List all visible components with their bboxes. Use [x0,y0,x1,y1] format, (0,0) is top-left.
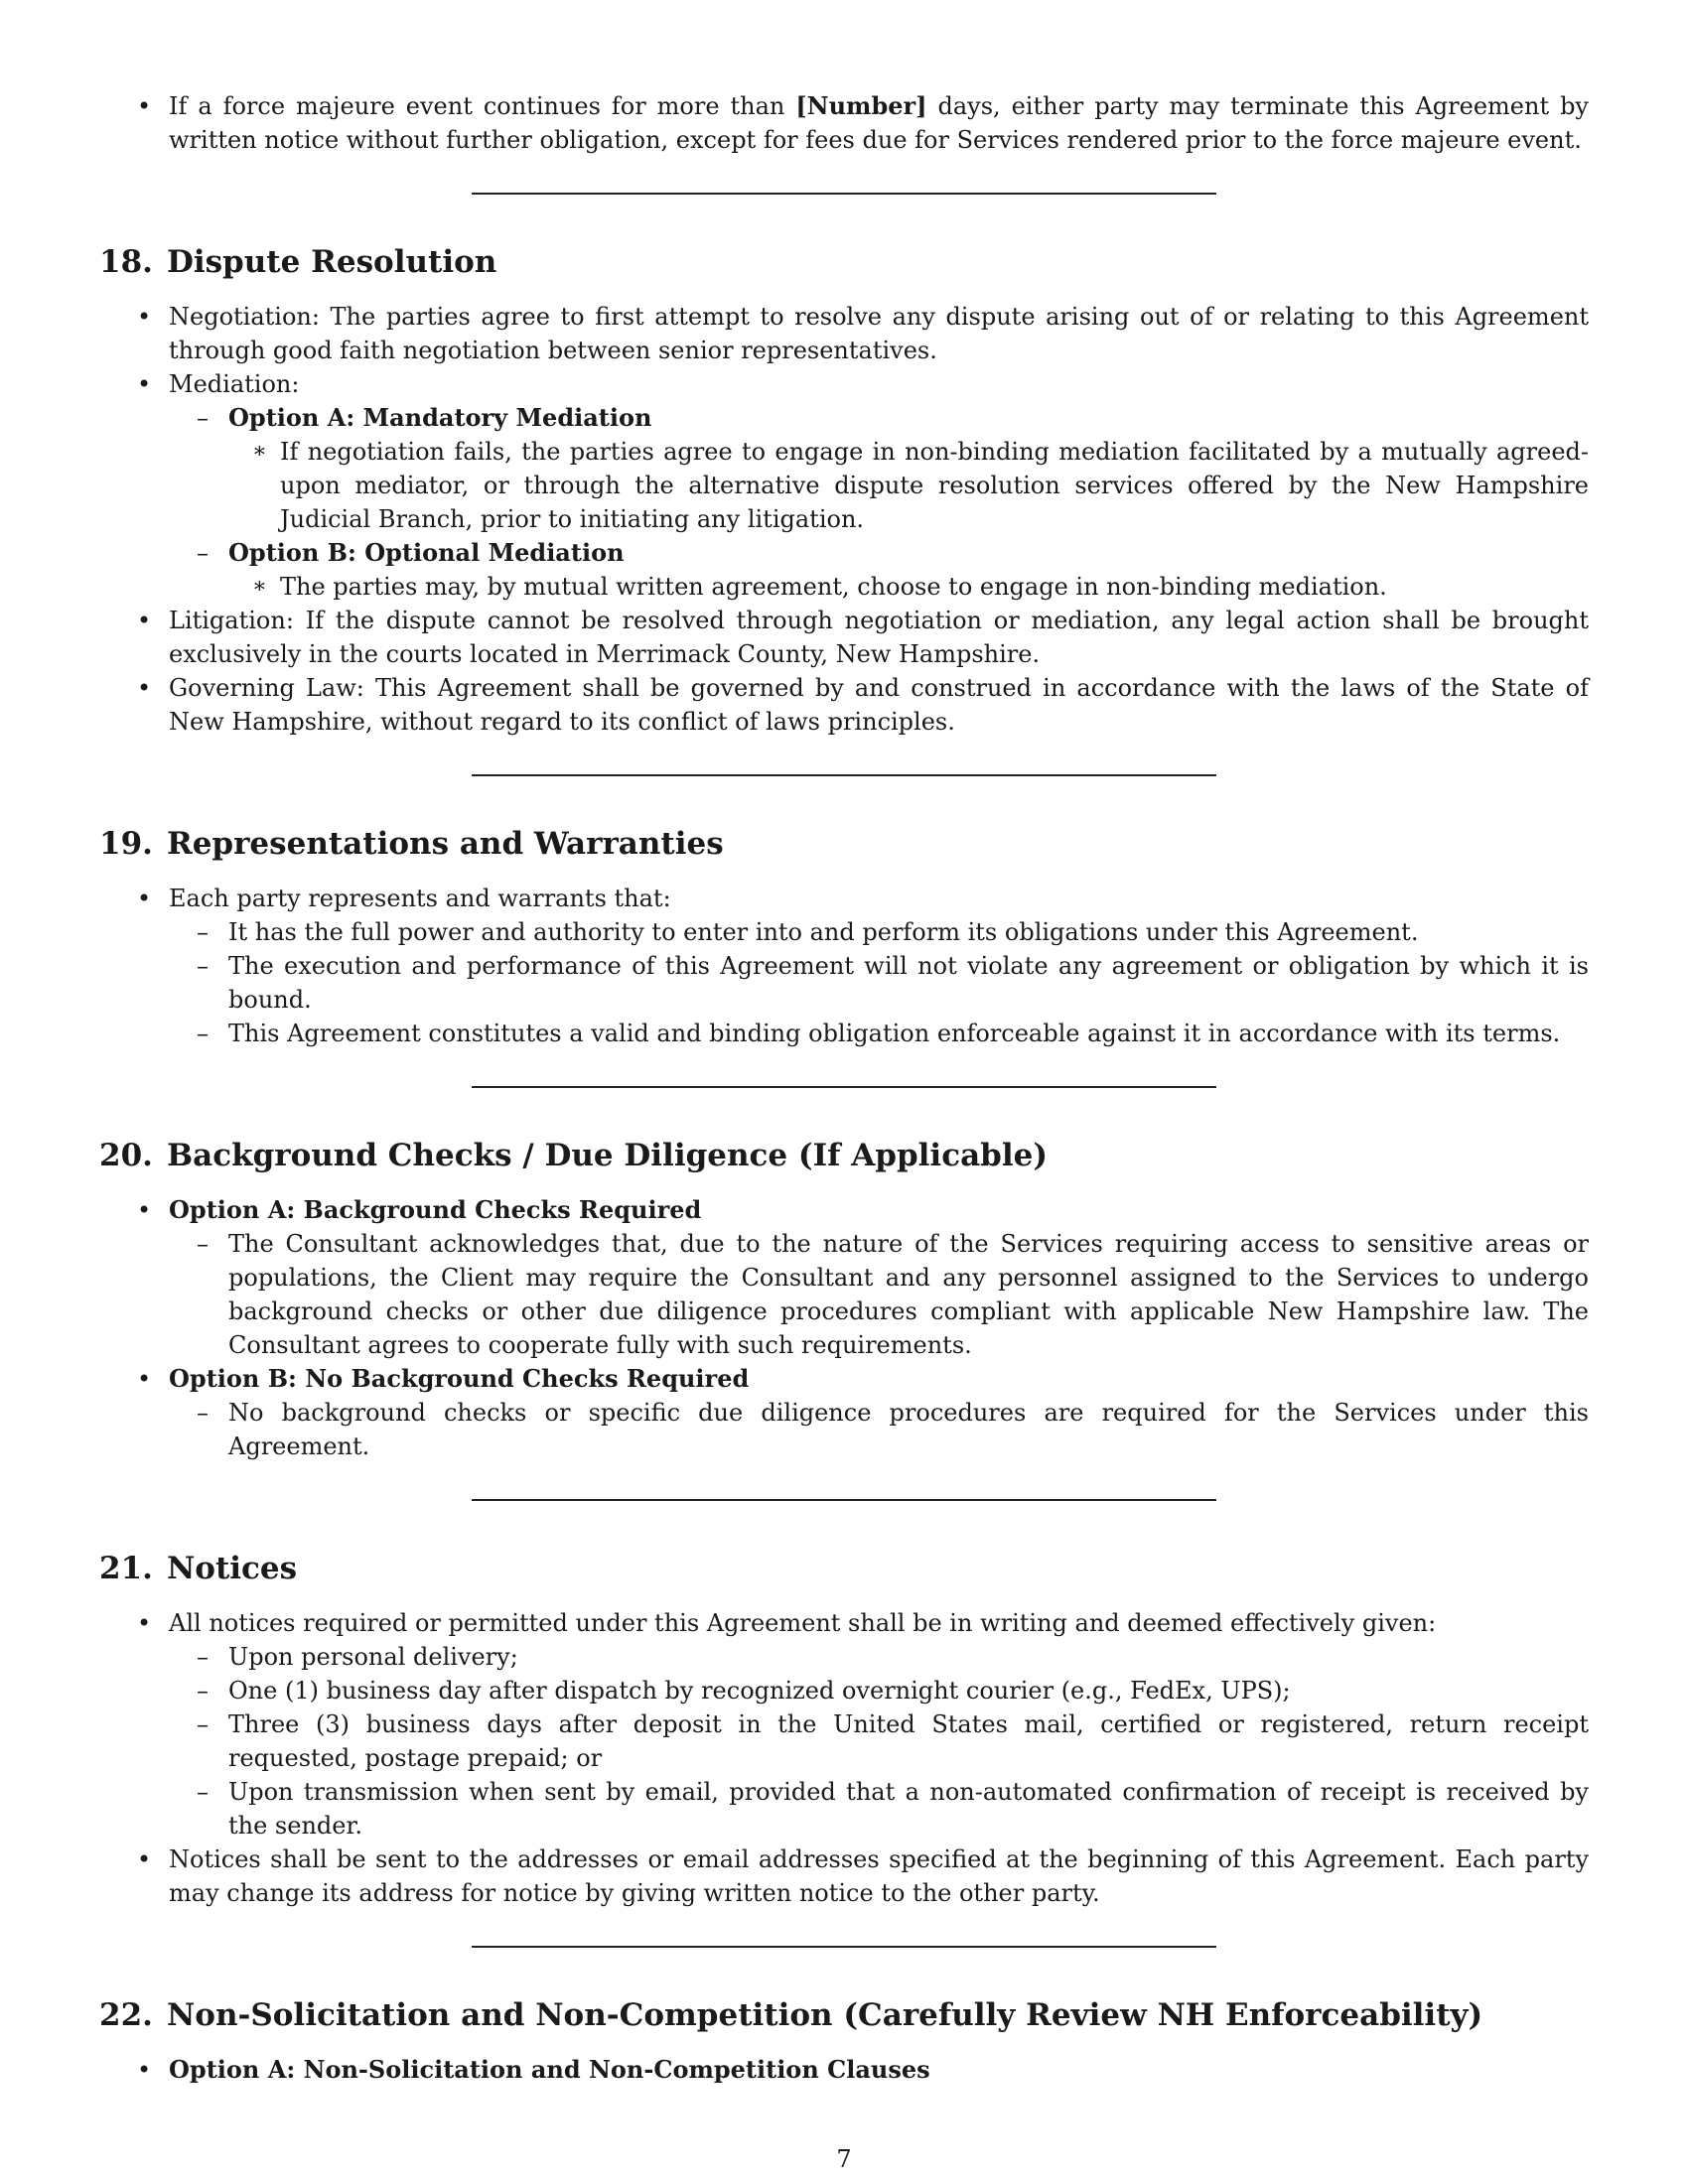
list-item: • If a force majeure event continues for more than [Number] days, either party may terminate this Agreement by written notice without further obligation, except for fees due for Services rendered prior to the force majeure event. [99,89,1589,157]
notices-list [99,1606,1589,1910]
page-number: 7 [836,2145,852,2173]
document-page [99,89,1589,2087]
list-item: • Option B: No Background Checks Required – No background checks or specific due diligence procedures are required for the Services under this Agreement. [99,1362,1589,1463]
list-item: • Notices shall be sent to the addresses or email addresses specified at the beginning of this Agreement. Each party may change its address for notice by giving written notice to the other party. [99,1843,1589,1910]
list-item: • All notices required or permitted under this Agreement shall be in writing and deemed effectively given: – Upon personal delivery; – One (1) business day after dispatch by recognized overnight courier (e.g., FedEx, UPS); – Three (3) business days after deposit in the United States mail, certified or registered, return receipt requested, postage prepaid; or – Upon transmission when sent by email, provided that a non-automated confirmation of receipt is received by the sender. [99,1606,1589,1843]
list-item: • Each party represents and warrants that: – It has the full power and authority to enter into and perform its obligations under this Agreement. – The execution and performance of this Agreement will not violate any agreement or obligation by which it is bound. – This Agreement constitutes a valid and binding obligation enforceable against it in accordance with its terms. [99,882,1589,1050]
section-divider [472,774,1216,776]
list-item: • Negotiation: The parties agree to first attempt to resolve any dispute arising out of or relating to this Agreement through good faith negotiation between senior representatives. [99,300,1589,367]
list-item: • Option A: Non-Solicitation and Non-Competition Clauses [99,2053,1589,2087]
list-item: • Mediation: – Option A: Mandatory Mediation ∗ If negotiation fails, the parties agree to engage in non-binding mediation facilitated by a mutually agreed-upon mediator, or through the alternative dispute resolution services offered by the New Hampshire Judicial Branch, prior to initiating any litigation. – Option B: Optional Mediation ∗ The parties may, by mutual written agreement, choose to engage in non-binding mediation. [99,367,1589,604]
section-heading-22: 22. Non-Solicitation and Non-Competition (Carefully Review NH Enforceability) [99,1997,1483,2033]
dispute-resolution-list [99,300,1589,739]
list-item: ∗ The parties may, by mutual written agreement, choose to engage in non-binding mediation. [228,570,1589,604]
section-divider [472,1086,1216,1088]
section-divider [472,1499,1216,1501]
section-heading-19: 19. Representations and Warranties [99,826,724,862]
list-item: – One (1) business day after dispatch by recognized overnight courier (e.g., FedEx, UPS); [169,1674,1589,1707]
list-item: ∗ If negotiation fails, the parties agree to engage in non-binding mediation facilitated by a mutually agreed-upon mediator, or through the alternative dispute resolution services offered by the New Hampshire Judicial Branch, prior to initiating any litigation. [228,435,1589,536]
list-item: • Litigation: If the dispute cannot be resolved through negotiation or mediation, any legal action shall be brought exclusively in the courts located in Merrimack County, New Hampshire. [99,604,1589,671]
section-heading-20: 20. Background Checks / Due Diligence (If Applicable) [99,1138,1048,1173]
force-majeure-list [99,89,1589,157]
section-heading-18: 18. Dispute Resolution [99,244,497,280]
mediation-options [169,401,1589,604]
section-divider [472,1946,1216,1948]
list-item: – It has the full power and authority to enter into and perform its obligations under this Agreement. [169,915,1589,949]
warranties-list [99,882,1589,1050]
list-item: – The Consultant acknowledges that, due to the nature of the Services requiring access to sensitive areas or populations, the Client may require the Consultant and any personnel assigned to the Services to undergo background checks or other due diligence procedures compliant with applicable New Hampshire law. The Consultant agrees to cooperate fully with such requirements. [169,1227,1589,1362]
section-divider [472,193,1216,195]
list-item: – Upon personal delivery; [169,1640,1589,1674]
list-item: – This Agreement constitutes a valid and binding obligation enforceable against it in accordance with its terms. [169,1017,1589,1050]
list-item: • Option A: Background Checks Required – The Consultant acknowledges that, due to the nature of the Services requiring access to sensitive areas or populations, the Client may require the Consultant and any personnel assigned to the Services to undergo background checks or other due diligence procedures compliant with applicable New Hampshire law. The Consultant agrees to cooperate fully with such requirements. [99,1193,1589,1362]
number-placeholder: [Number] [795,91,927,120]
non-solicitation-list [99,2053,1589,2087]
list-item: – The execution and performance of this Agreement will not violate any agreement or obligation by which it is bound. [169,949,1589,1017]
list-item: • Governing Law: This Agreement shall be governed by and construed in accordance with the laws of the State of New Hampshire, without regard to its conflict of laws principles. [99,671,1589,739]
list-item: – No background checks or specific due diligence procedures are required for the Services under this Agreement. [169,1396,1589,1463]
list-item: – Upon transmission when sent by email, provided that a non-automated confirmation of receipt is received by the sender. [169,1775,1589,1843]
background-checks-list [99,1193,1589,1463]
list-item: – Option A: Mandatory Mediation ∗ If negotiation fails, the parties agree to engage in non-binding mediation facilitated by a mutually agreed-upon mediator, or through the alternative dispute resolution services offered by the New Hampshire Judicial Branch, prior to initiating any litigation. [169,401,1589,536]
section-heading-21: 21. Notices [99,1551,298,1586]
list-item: – Option B: Optional Mediation ∗ The parties may, by mutual written agreement, choose to engage in non-binding mediation. [169,536,1589,604]
list-item: – Three (3) business days after deposit in the United States mail, certified or registered, return receipt requested, postage prepaid; or [169,1707,1589,1775]
